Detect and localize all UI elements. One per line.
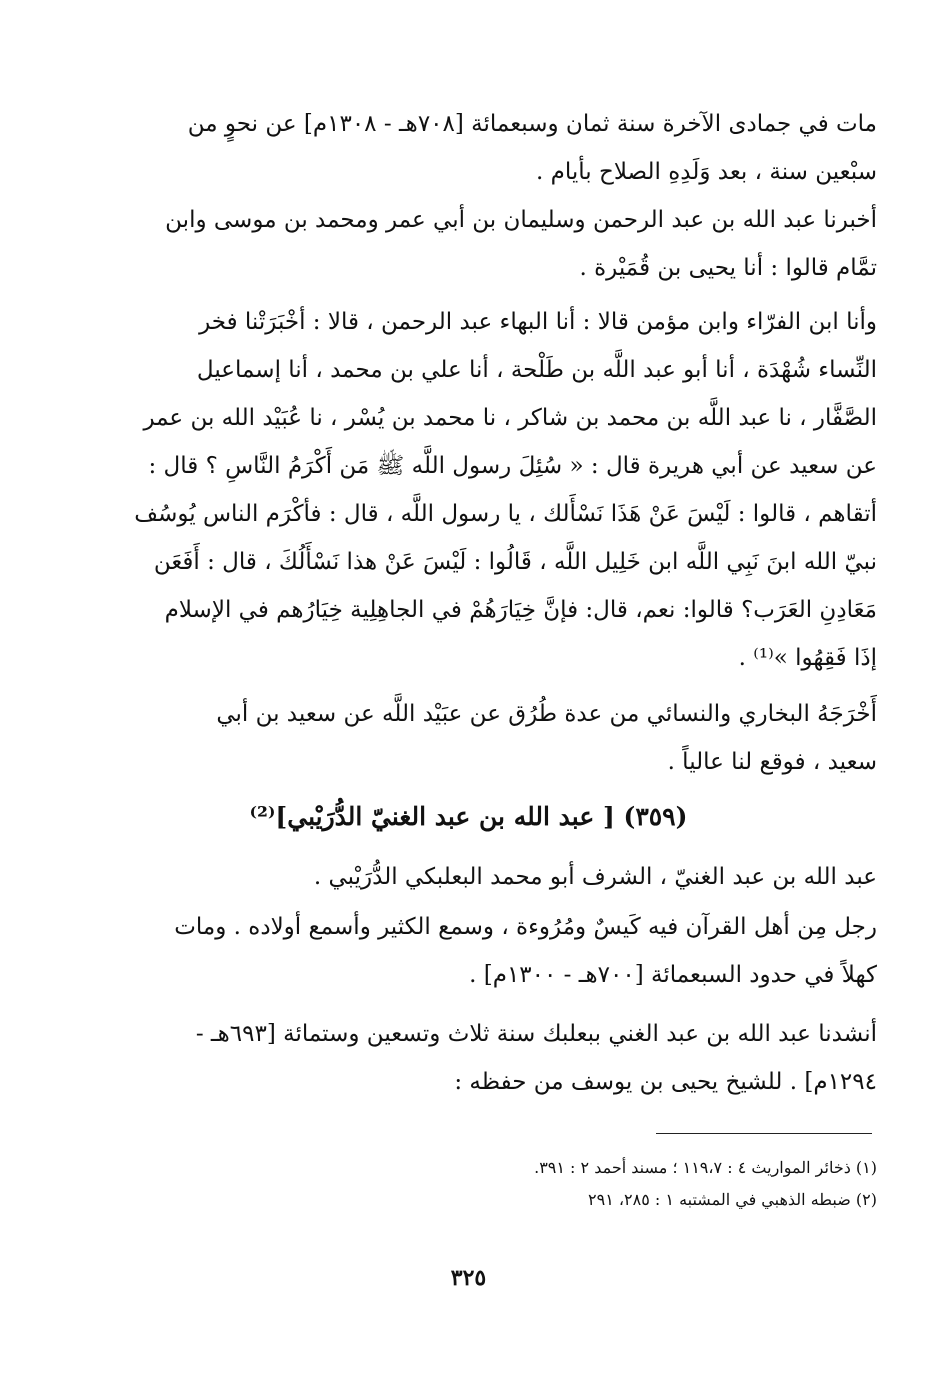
text-line: سبْعين سنة ، بعد وَلَدِهِ الصلاح بأيام . — [536, 159, 877, 185]
text-line: كهلاً في حدود السبعمائة [٧٠٠هـ - ١٣٠٠م] . — [469, 962, 877, 988]
footnote: (٢) ضبطه الذهبي في المشتبه ١ : ٢٨٥، ٢٩١ — [588, 1190, 877, 1209]
text-line: أخبرنا عبد الله بن عبد الرحمن وسليمان بن أبي عمر ومحمد بن موسى وابن — [165, 207, 877, 233]
text-line: ١٢٩٤م] . للشيخ يحيى بن يوسف من حفظه : — [454, 1069, 877, 1095]
paragraph-takhrij — [120, 690, 877, 786]
paragraph-chain-1 — [120, 196, 877, 292]
text-line: وأنا ابن الفرّاء وابن مؤمن قالا : أنا البهاء عبد الرحمن ، قالا : أخْبَرَتْنا فخر — [199, 309, 877, 335]
paragraph-recitation — [120, 1010, 877, 1106]
text-line: عبد الله بن عبد الغنيّ ، الشرف أبو محمد البعلبكي الدُّرَيْبي . — [313, 864, 877, 890]
text-line: نبيّ الله ابنَ نَبِي اللَّه ابن خَلِيل اللَّه ، قَالُوا : لَيْسَ عَنْ هذا نَسْأَلُكَ ، قال : أَفَعَن — [153, 549, 877, 575]
text-line: سعيد ، فوقع لنا عالياً . — [667, 749, 877, 775]
text-line: مَعَادِنِ العَرَب؟ قالوا: نعم، قال: فإنَّ خِيَارَهُمْ في الجاهِلِية خِيَارُهم في الإسلام — [164, 597, 877, 623]
text-line: أتقاهم ، قالوا : لَيْسَ عَنْ هَذَا نَسْأَلك ، يا رسول اللَّه ، قال : فأكْرَم الناس يُوسُف — [134, 501, 877, 527]
paragraph-death-date — [120, 100, 877, 196]
text-line: أَخْرَجَهُ البخاري والنسائي من عدة طُرُق عن عبَيْد اللَّه عن سعيد بن أبي — [216, 701, 877, 727]
footnotes — [200, 1152, 877, 1216]
text-line: مات في جمادى الآخرة سنة ثمان وسبعمائة [٧٠٨هـ - ١٣٠٨م] عن نحوٍ من — [187, 111, 877, 137]
page-number: ٣٢٥ — [450, 1265, 487, 1291]
text-line: الصَّفَّار ، نا عبد اللَّه بن محمد بن شاكر ، نا محمد بن يُسْر ، نا عُبَيْد الله بن عمر — [143, 405, 877, 431]
paragraph-biography — [120, 903, 877, 999]
footnote-divider — [656, 1133, 872, 1134]
footnote: (١) ذخائر المواريث ٤ : ١١٩،٧ ؛ مسند أحمد ٢ : ٣٩١. — [534, 1158, 877, 1177]
text-line: إذَا فَقِهُوا »⁽¹⁾ . — [738, 645, 877, 671]
text-line: رجل مِن أهل القرآن فيه كَيسٌ ومُرُوءة ، وسمع الكثير وأسمع أولاده . ومات — [174, 914, 877, 940]
entry-heading: (٣٥٩) [ عبد الله بن عبد الغنيّ الدُّرَيْبي]⁽²⁾ — [249, 802, 688, 831]
text-line: النِّساء شُهْدَة ، أنا أبو عبد اللَّه بن طَلْحة ، أنا علي بن محمد ، أنا إسماعيل — [196, 357, 877, 383]
paragraph-hadith — [120, 298, 877, 682]
paragraph-name — [120, 853, 877, 901]
text-line: أنشدنا عبد الله بن عبد الغني ببعلبك سنة ثلاث وتسعين وستمائة [٦٩٣هـ - — [195, 1021, 877, 1047]
text-line: تمَّام قالوا : أنا يحيى بن قُمَيْرة . — [579, 255, 877, 281]
text-line: عن سعيد عن أبي هريرة قال : « سُئِلَ رسول اللَّه ﷺ مَن أَكْرَمُ النَّاسِ ؟ قال : — [148, 453, 877, 479]
